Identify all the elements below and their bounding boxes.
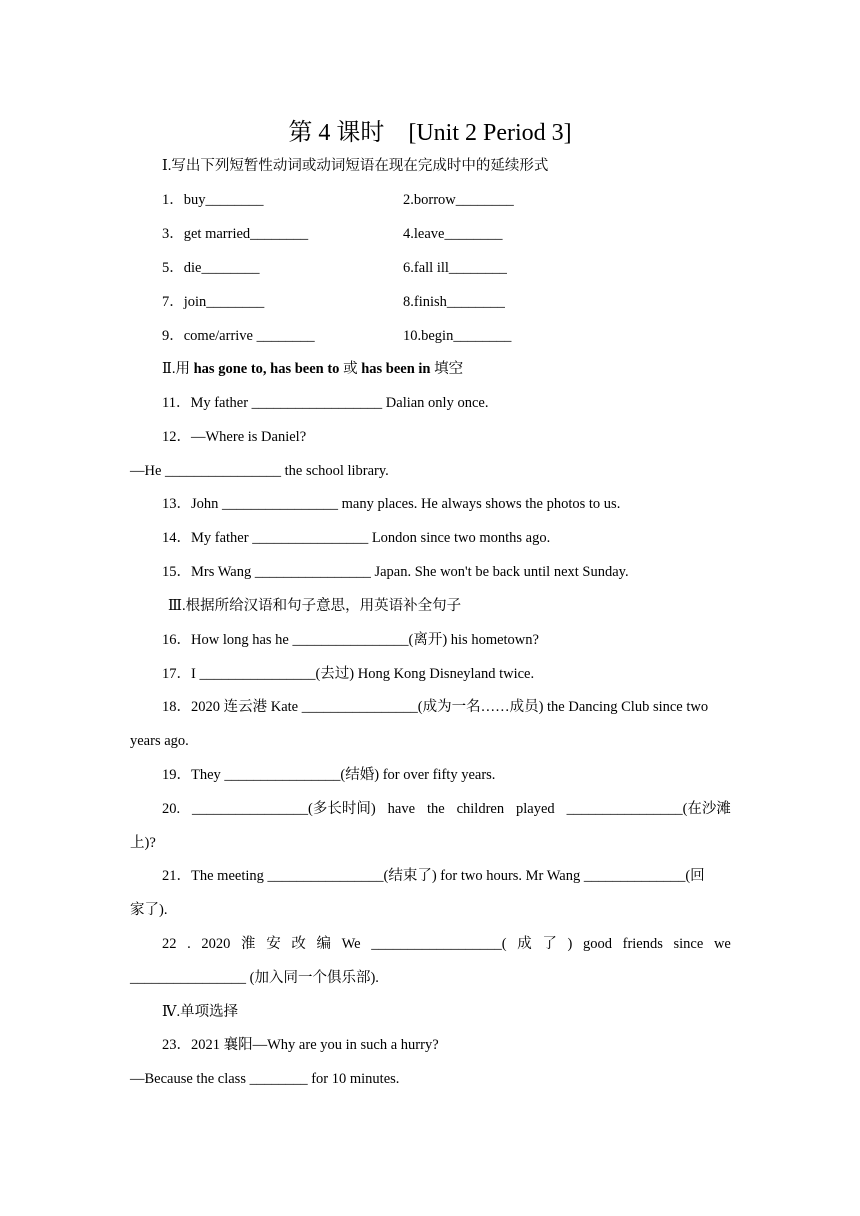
section-2-prefix: Ⅱ.用	[162, 361, 190, 377]
q22-word: 改	[291, 936, 306, 952]
question-23-line2: —Because the class ________ for 10 minutes.	[130, 1071, 400, 1087]
exercise-item: 5．die________	[162, 260, 260, 276]
q22-word: friends	[622, 936, 663, 952]
question-20-line2: 上)?	[130, 835, 156, 851]
q22-word: 淮	[241, 936, 256, 952]
question-19: 19．They ________________(结婚) for over fifty years.	[162, 767, 496, 783]
q22-word: 编	[316, 936, 331, 952]
question-11: 11．My father __________________ Dalian only once.	[162, 395, 489, 411]
question-16: 16．How long has he ________________(离开) his hometown?	[162, 632, 539, 648]
exercise-item: 1．buy________	[162, 192, 264, 208]
q22-word: good	[582, 936, 612, 952]
question-13: 13．John ________________ many places. He always shows the photos to us.	[162, 496, 621, 512]
section-2-or: 或	[343, 361, 358, 377]
exercise-item: 10.begin________	[403, 328, 512, 344]
section-4-heading: Ⅳ.单项选择	[162, 1004, 239, 1020]
q22-word: 了	[542, 936, 557, 952]
section-2-bold-options: has gone to, has been to	[193, 361, 340, 377]
exercise-item: 6.fall ill________	[403, 260, 507, 276]
question-23-line1: 23．2021 襄阳—Why are you in such a hurry?	[162, 1037, 439, 1053]
q22-word: We	[341, 936, 361, 952]
section-2-heading	[162, 359, 463, 379]
question-12-line2: —He ________________ the school library.	[130, 463, 389, 479]
question-20-line1	[162, 799, 731, 819]
exercise-item: 7．join________	[162, 294, 265, 310]
q22-word: since	[673, 936, 704, 952]
q22-word: 成	[517, 936, 532, 952]
section-3-heading: Ⅲ.根据所给汉语和句子意思，用英语补全句子	[168, 598, 462, 614]
question-14: 14．My father ________________ London since two months ago.	[162, 530, 551, 546]
question-22-line2: ________________ (加入同一个俱乐部).	[130, 970, 379, 986]
q22-word: )	[567, 936, 573, 952]
question-17: 17．I ________________(去过) Hong Kong Disneyland twice.	[162, 666, 535, 682]
q22-word: 22	[162, 936, 177, 952]
exercise-item: 4.leave________	[403, 226, 503, 242]
section-2-bold-option2: has been in	[361, 361, 431, 377]
page-title: 第 4 课时 [Unit 2 Period 3]	[288, 120, 572, 146]
section-2-suffix: 填空	[434, 361, 464, 377]
q22-word: we	[713, 936, 731, 952]
question-12-line1: 12．—Where is Daniel?	[162, 429, 307, 445]
section-1-heading: Ⅰ.写出下列短暂性动词或动词短语在现在完成时中的延续形式	[162, 158, 549, 174]
q20-word: ________________(多长时间)	[192, 801, 376, 817]
q20-word: 20.	[162, 801, 181, 817]
exercise-item: 9．come/arrive ________	[162, 328, 315, 344]
exercise-item: 8.finish________	[403, 294, 505, 310]
q20-word: have	[387, 801, 416, 817]
question-15: 15．Mrs Wang ________________ Japan. She won't be back until next Sunday.	[162, 564, 629, 580]
question-18-line1: 18．2020 连云港 Kate ________________(成为一名……成员) the Dancing Club since two	[162, 699, 709, 715]
q20-word: the	[426, 801, 445, 817]
q20-word: ________________(在沙滩	[566, 801, 731, 817]
question-18-line2: years ago.	[130, 733, 189, 749]
q22-word: .	[187, 936, 191, 952]
q22-word: __________________(	[371, 936, 507, 952]
exercise-item: 3．get married________	[162, 226, 309, 242]
q22-word: 2020	[201, 936, 231, 952]
q22-word: 安	[266, 936, 281, 952]
question-21-line1: 21．The meeting ________________(结束了) for two hours. Mr Wang ______________(回	[162, 868, 705, 884]
exercise-item: 2.borrow________	[403, 192, 514, 208]
question-22-line1	[162, 934, 731, 954]
q20-word: children	[456, 801, 505, 817]
question-21-line2: 家了).	[130, 902, 168, 918]
q20-word: played	[516, 801, 555, 817]
